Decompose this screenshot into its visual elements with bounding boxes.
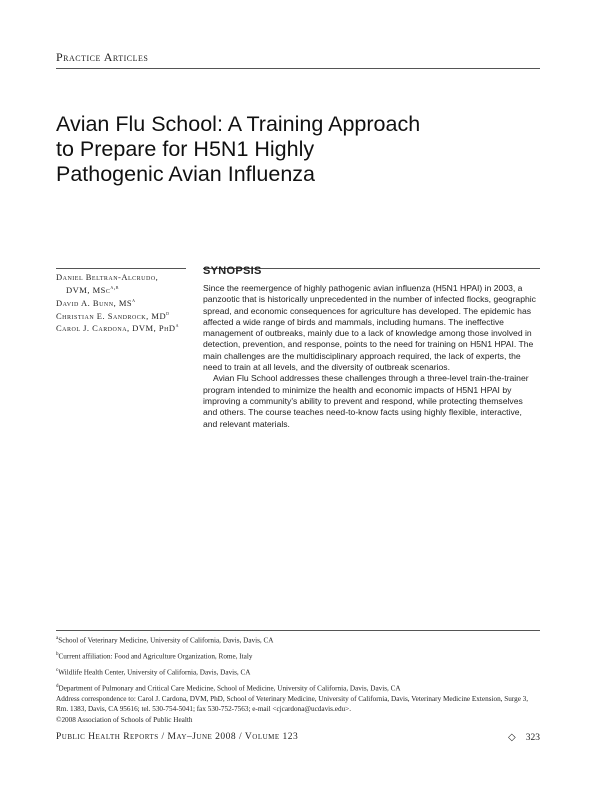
page-number: 323 xyxy=(525,733,540,743)
diamond-icon: ◇ xyxy=(508,732,516,743)
author-name: Daniel Beltran-Alcrudo, xyxy=(56,272,159,282)
footnote xyxy=(56,650,540,662)
author xyxy=(56,272,196,283)
footnote-mark: a xyxy=(56,636,59,641)
footnote xyxy=(56,634,540,646)
footnote-mark: d xyxy=(56,683,59,689)
page-footer xyxy=(56,732,540,746)
author xyxy=(56,309,196,322)
synopsis-paragraph: Avian Flu School addresses these challenges through a three-level train-the-trainer program intended to minimize the health and economic impacts of H5N1 HPAI by improving a community's ability to prevent and respond, while protecting themselves and others. The course teaches need-to-know facts using highly flexible, interactive, and relevant materials. xyxy=(203,373,529,429)
header-divider xyxy=(56,68,540,69)
journal-citation: Public Health Reports / May–June 2008 / Volume 123 xyxy=(56,732,299,742)
correspondence-address: Address correspondence to: Carol J. Cardona, DVM, PhD, School of Veterinary Medicine, University of California, Davis, Veterinary Medicine Extension, Surge 3, Rm. 1383, Davis, CA 95616; tel. 530-754-5041; fax 530-752-7563; e-mail <cjcardona@ucdavis.edu>. xyxy=(56,694,529,714)
author-degree-text: DVM, MSc xyxy=(66,284,111,295)
synopsis-heading: SYNOPSIS xyxy=(203,265,262,277)
page-number-group xyxy=(508,732,540,743)
authors-divider xyxy=(56,268,186,269)
footnote-mark: c xyxy=(56,667,59,673)
author-list xyxy=(56,272,196,334)
title-line: Avian Flu School: A Training Approach xyxy=(56,112,421,136)
footnotes xyxy=(56,634,540,725)
footnote xyxy=(56,682,540,694)
section-label: Practice Articles xyxy=(56,50,149,64)
title-line: Pathogenic Avian Influenza xyxy=(56,162,315,186)
author-name: Christian E. Sandrock, MD xyxy=(56,310,167,321)
author xyxy=(56,321,196,334)
author-name: Carol J. Cardona, DVM, PhD xyxy=(56,323,176,334)
footnote-text: School of Veterinary Medicine, University of California, Davis, Davis, CA xyxy=(58,636,274,645)
footnote xyxy=(56,666,540,678)
author-affiliation-mark: a xyxy=(175,323,179,330)
article-title xyxy=(56,112,526,187)
footnote-text: Current affiliation: Food and Agriculture Organization, Rome, Italy xyxy=(58,652,253,661)
synopsis-body xyxy=(203,283,537,430)
author-degree xyxy=(56,283,196,296)
footnote-divider xyxy=(56,630,540,631)
author-affiliation-mark: a xyxy=(132,297,136,304)
title-line: to Prepare for H5N1 Highly xyxy=(56,137,315,161)
author-name: David A. Bunn, MS xyxy=(56,297,133,308)
author-affiliation-mark: d xyxy=(166,310,170,317)
footnote-text: Wildlife Health Center, University of California, Davis, Davis, CA xyxy=(58,668,251,677)
footnote-mark: b xyxy=(56,651,59,657)
copyright: ©2008 Association of Schools of Public Health xyxy=(56,715,193,724)
footnote-text: Department of Pulmonary and Critical Care Medicine, School of Medicine, University of California, Davis, Davis, CA xyxy=(58,684,401,693)
synopsis-paragraph: Since the reemergence of highly pathogenic avian influenza (H5N1 HPAI) in 2003, a panzootic that is historically unprecedented in the number of infected flocks, geographic spread, and economic consequences for agriculture has developed. The epidemic has affected a wide range of birds and mammals, including humans. The ineffective management of outbreaks, mainly due to a lack of knowledge among those involved in detection, prevention, and response, points to the need for training on H5N1 HPAI. The main challenges are the multidisciplinary approach required, the lack of experts, the need to train at all levels, and the diversity of outbreak scenarios. xyxy=(203,283,536,373)
author-affiliation-mark: a,b xyxy=(110,285,119,291)
author xyxy=(56,296,196,309)
